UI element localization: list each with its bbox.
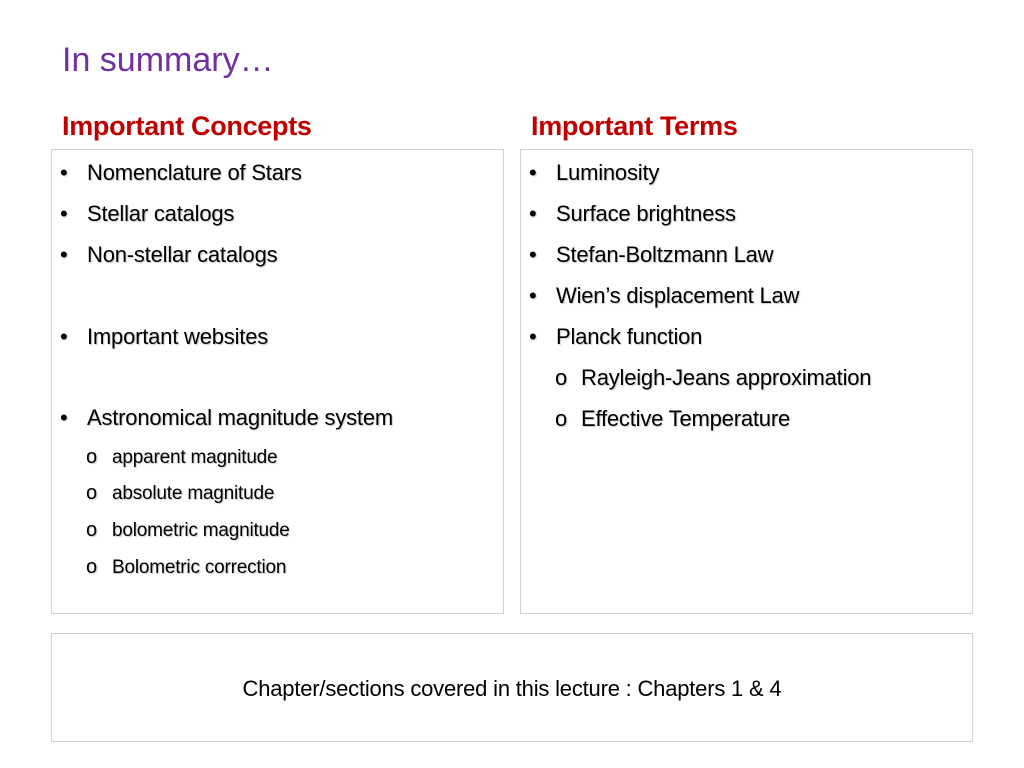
bullet: • [60,160,68,185]
list-item-text: Luminosity [556,160,660,185]
sub-bullet: o [555,365,568,390]
sub-list-item-text: apparent magnitude [112,447,278,468]
slide-title: In summary… [62,41,274,79]
concepts-heading: Important Concepts [62,111,312,141]
sub-list-item-text: Rayleigh-Jeans approximation [581,365,872,390]
bullet: • [529,160,537,185]
list-item-text: Planck function [556,324,703,349]
bullet: • [529,283,537,308]
terms-box [520,149,973,614]
sub-list-item-text: Bolometric correction [112,557,287,578]
list-item-text: Surface brightness [556,201,736,226]
list-item-text: Nomenclature of Stars [87,160,302,185]
list-item-text: Stefan-Boltzmann Law [556,242,774,267]
list-item-text: Non-stellar catalogs [87,242,278,267]
list-item-text: Wien’s displacement Law [556,283,800,308]
concepts-box [51,149,504,614]
sub-bullet: o [555,406,568,431]
bullet: • [529,242,537,267]
bullet: • [60,405,68,430]
bullet: • [529,201,537,226]
list-item-text: Important websites [87,324,269,349]
bullet: • [529,324,537,349]
chapters-box [51,633,973,742]
sub-list-item-text: absolute magnitude [112,483,275,504]
sub-bullet: o [86,519,97,541]
sub-list-item-text: bolometric magnitude [112,520,290,541]
bullet: • [60,201,68,226]
sub-bullet: o [86,446,97,468]
terms-heading: Important Terms [531,111,738,141]
bullet: • [60,242,68,267]
sub-list-item-text: Effective Temperature [581,406,790,431]
sub-bullet: o [86,482,97,504]
list-item-text: Astronomical magnitude system [87,405,393,430]
chapters-text: Chapter/sections covered in this lecture : Chapters 1 & 4 [242,676,782,701]
sub-bullet: o [86,556,97,578]
list-item-text: Stellar catalogs [87,201,235,226]
bullet: • [60,324,68,349]
